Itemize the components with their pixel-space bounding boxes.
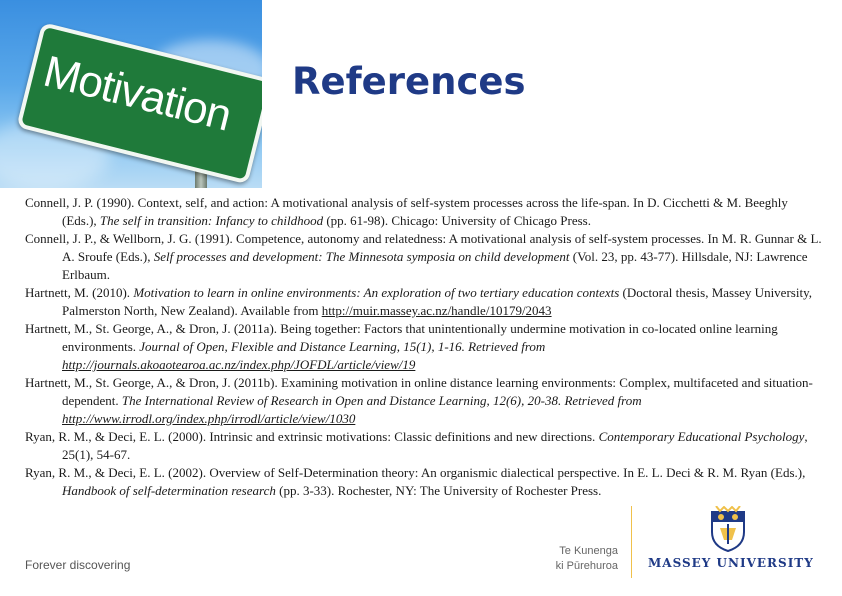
te-kunenga-wordmark	[548, 544, 618, 574]
reference-list	[25, 194, 825, 500]
reference-entry	[25, 428, 825, 464]
reference-text: Ryan, R. M., & Deci, E. L. (2002). Overview of Self-Determination theory: An organismic dialectical perspective. In E. L. Deci & R. M. Ryan (Eds.),	[25, 465, 806, 480]
reference-text: Hartnett, M., St. George, A., & Dron, J. (2011b). Examining motivation in online distance learning environments: Complex, multifaceted and situation-dependent.	[25, 375, 813, 408]
reference-details: , 25(1), 54-67.	[62, 429, 808, 462]
reference-entry	[25, 230, 825, 284]
reference-link[interactable]: http://muir.massey.ac.nz/handle/10179/2043	[321, 303, 552, 318]
university-crest-icon	[708, 506, 748, 552]
reference-title: The International Review of Research in Open and Distance Learning, 12(6), 20-38. Retrieved from	[121, 393, 642, 408]
reference-entry	[25, 320, 825, 374]
reference-title: Motivation to learn in online environments: An exploration of two tertiary education contexts	[133, 285, 620, 300]
reference-details: (pp. 3-33). Rochester, NY: The University of Rochester Press.	[275, 483, 602, 498]
reference-link[interactable]: http://journals.akoaotearoa.ac.nz/index.php/JOFDL/article/view/19	[62, 357, 416, 372]
reference-text: Hartnett, M., St. George, A., & Dron, J. (2011a). Being together: Factors that unintentionally undermine motivation in co-located online learning environments.	[25, 321, 778, 354]
reference-text: Hartnett, M. (2010).	[25, 285, 134, 300]
reference-entry	[25, 284, 825, 320]
sign-text: Motivation	[38, 46, 236, 141]
reference-title: Journal of Open, Flexible and Distance Learning, 15(1), 1-16. Retrieved from	[139, 339, 546, 354]
reference-title: Handbook of self-determination research	[62, 483, 276, 498]
reference-text: Connell, J. P., & Wellborn, J. G. (1991). Competence, autonomy and relatedness: A motivational analysis of self-system processes. In M. R. Gunnar & L. A. Sroufe (Eds.),	[25, 231, 822, 264]
reference-details: (Doctoral thesis, Massey University, Palmerston North, New Zealand). Available from	[62, 285, 812, 318]
footer-tagline: Forever discovering	[25, 558, 131, 572]
page-title: References	[292, 60, 526, 103]
reference-title: Self processes and development: The Minnesota symposia on child development	[153, 249, 570, 264]
te-kunenga-line2: ki Pūrehuroa	[555, 560, 618, 572]
reference-text: Connell, J. P. (1990). Context, self, and action: A motivational analysis of self-system processes across the life-span. In D. Cicchetti & M. Beeghly (Eds.),	[25, 195, 788, 228]
te-kunenga-line1: Te Kunenga	[559, 545, 618, 557]
reference-title: The self in transition: Infancy to childhood	[99, 213, 324, 228]
footer-divider	[631, 506, 632, 578]
motivation-sign-image	[0, 0, 262, 188]
reference-entry	[25, 464, 825, 500]
reference-details: (Vol. 23, pp. 43-77). Hillsdale, NJ: Lawrence Erlbaum.	[62, 249, 808, 282]
reference-entry	[25, 374, 825, 428]
reference-title: Contemporary Educational Psychology	[598, 429, 805, 444]
university-name: MASSEY UNIVERSITY	[648, 556, 814, 570]
reference-details: (pp. 61-98). Chicago: University of Chicago Press.	[323, 213, 591, 228]
reference-entry	[25, 194, 825, 230]
reference-link[interactable]: http://www.irrodl.org/index.php/irrodl/article/view/1030	[62, 411, 356, 426]
reference-text: Ryan, R. M., & Deci, E. L. (2000). Intrinsic and extrinsic motivations: Classic definitions and new directions.	[25, 429, 599, 444]
